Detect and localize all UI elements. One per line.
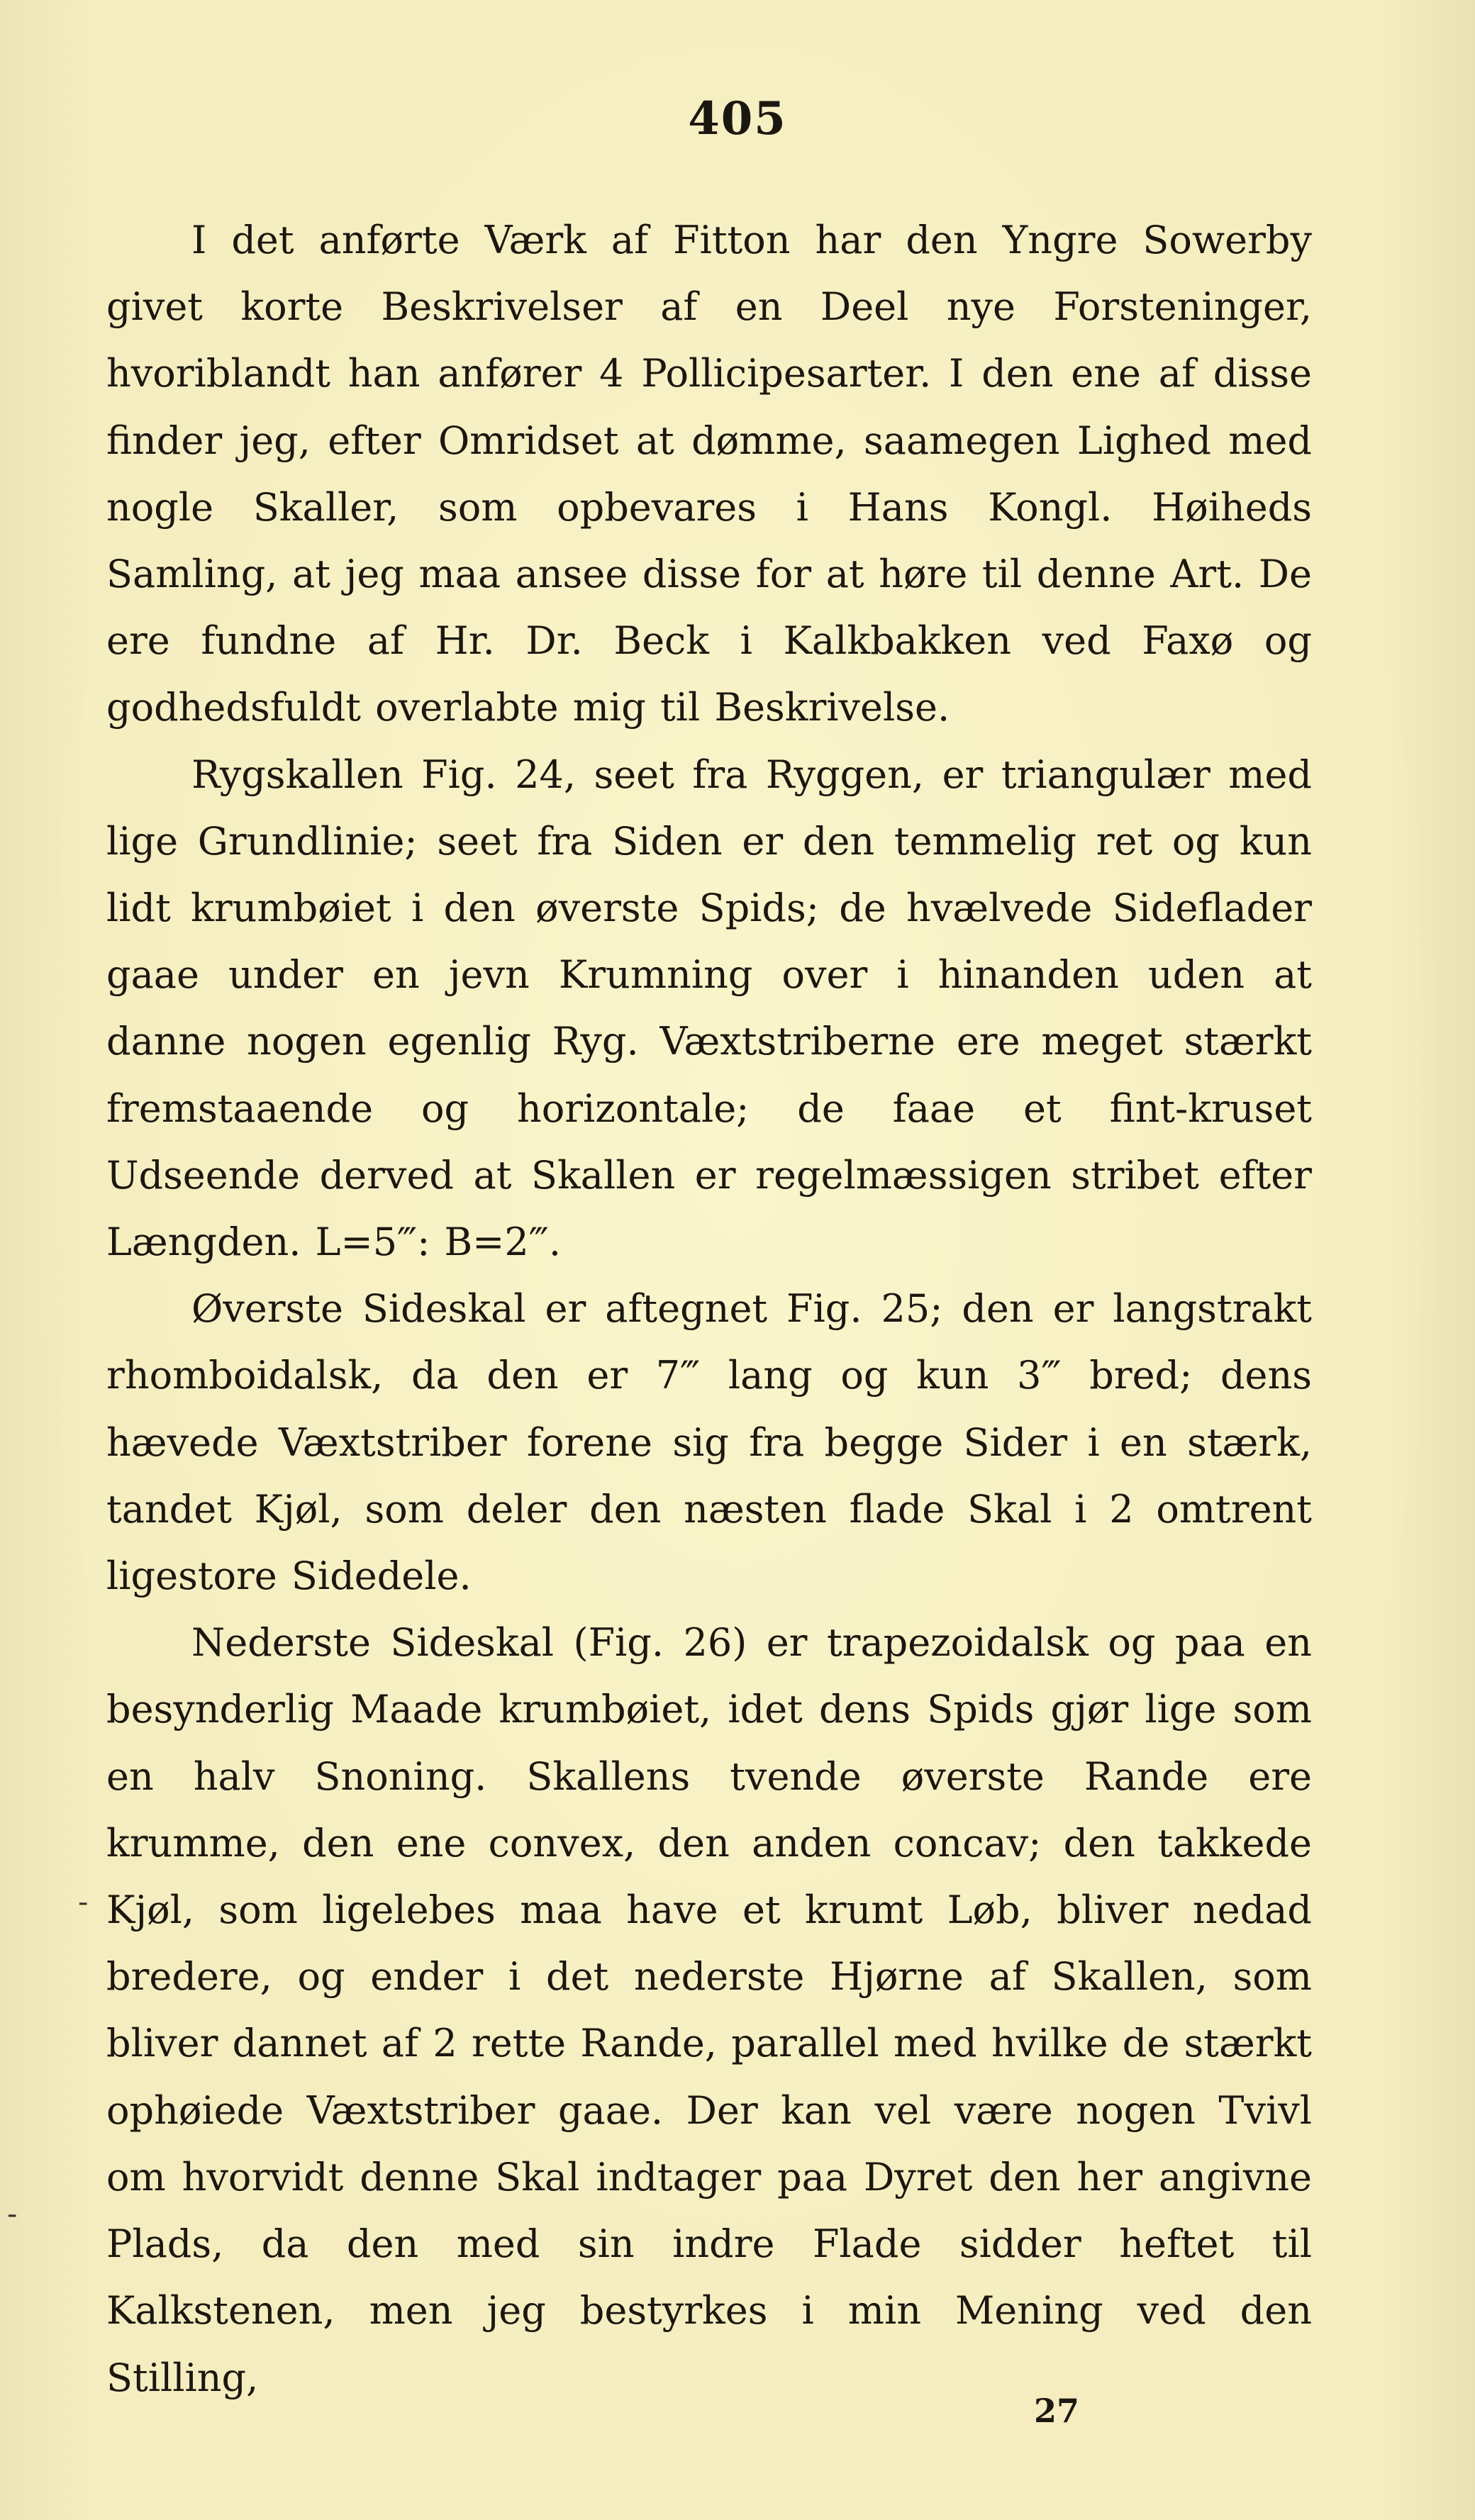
body-text xyxy=(106,207,1312,2412)
page-number: 405 xyxy=(688,92,787,145)
paragraph-nederste-sideskal: Nederste Sideskal (Fig. 26) er trapezoidalsk og paa en besynderlig Maade krumbøiet, idet dens Spids gjør lige som en halv Snoning. Skallens tvende øverste Rande ere krumme, den ene convex, den anden concav; den takkede Kjøl, som ligelebes maa have et krumt Løb, bliver nedad bredere, og ender i det nederste Hjørne af Skallen, som bliver dannet af 2 rette Rande, parallel med hvilke de stærkt ophøiede Væxtstriber gaae. Der kan vel være nogen Tvivl om hvorvidt denne Skal indtager paa Dyret den her angivne Plads, da den med sin indre Flade sidder heftet til Kalkstenen, men jeg bestyrkes i min Mening ved den Stilling, xyxy=(106,1620,1312,2400)
margin-smudge: - xyxy=(7,2198,18,2231)
printer-signature-mark: 27 xyxy=(1033,2392,1079,2430)
paragraph-rygskallen: Rygskallen Fig. 24, seet fra Ryggen, er triangulær med lige Grundlinie; seet fra Siden er den temmelig ret og kun lidt krumbøiet i den øverste Spids; de hvælvede Sideflader gaae under en jevn Krumning over i hinanden uden at danne nogen egenlig Ryg. Væxtstriberne ere meget stærkt fremstaaende og horizontale; de faae et fint-kruset Udseende derved at Skallen er regelmæssigen stribet efter Længden. L=5‴: B=2‴. xyxy=(106,752,1312,1265)
paragraph-overste-sideskal: Øverste Sideskal er aftegnet Fig. 25; den er langstrakt rhomboidalsk, da den er 7‴ lang og kun 3‴ bred; dens hævede Væxtstriber forene sig fra begge Sider i en stærk, tandet Kjøl, som deler den næsten flade Skal i 2 omtrent ligestore Sidedele. xyxy=(106,1286,1312,1599)
margin-smudge: - xyxy=(78,1886,89,1919)
paragraph-intro: I det anførte Værk af Fitton har den Yngre Sowerby givet korte Beskrivelser af en Deel nye Forsteninger, hvoriblandt han anfører 4 Pollicipesarter. I den ene af disse finder jeg, efter Omridset at dømme, saamegen Lighed med nogle Skaller, som opbevares i Hans Kongl. Høiheds Samling, at jeg maa ansee disse for at høre til denne Art. De ere fundne af Hr. Dr. Beck i Kalkbakken ved Faxø og godhedsfuldt overlabte mig til Beskrivelse. xyxy=(106,218,1312,730)
